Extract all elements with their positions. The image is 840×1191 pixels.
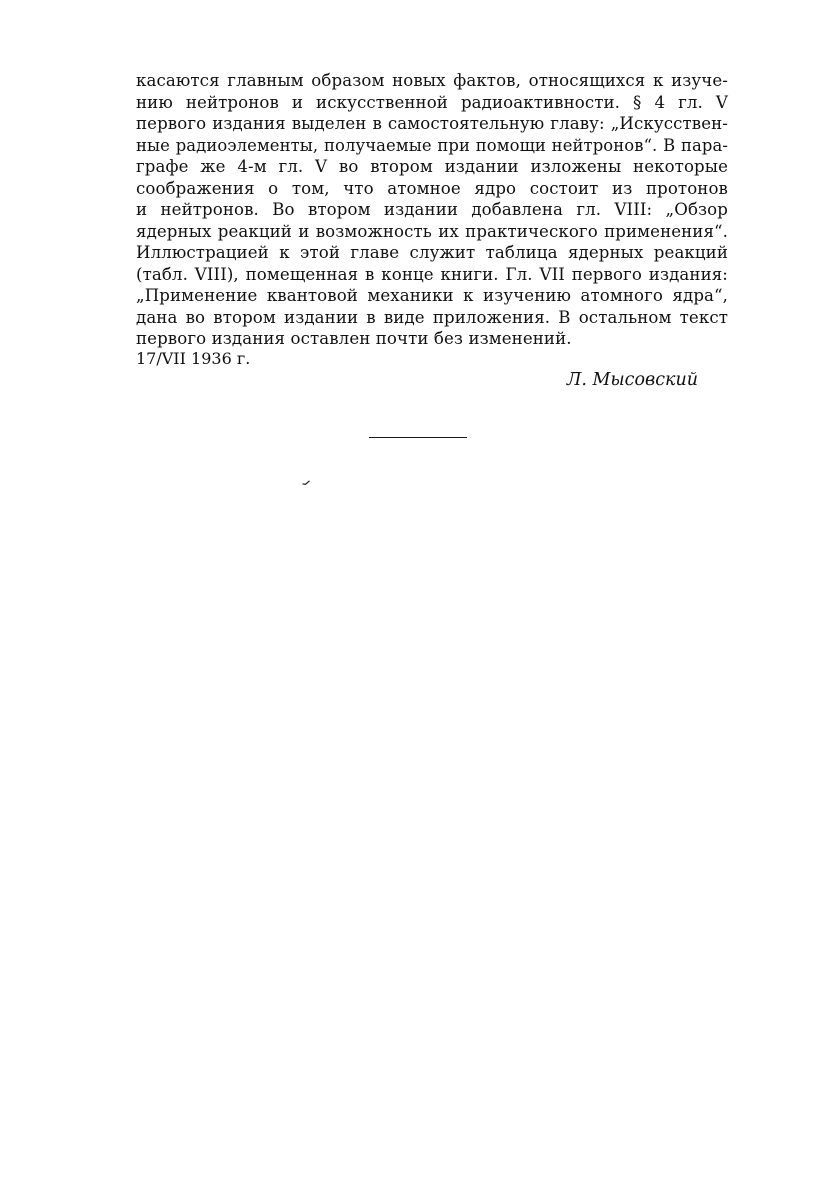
text-line: ядерных реакций и возможность их практического применения“. bbox=[136, 221, 728, 241]
text-line: ные радиоэлементы, получаемые при помощи нейтронов“. В пара- bbox=[136, 135, 728, 155]
text-line: первого издания выделен в самостоятельную главу: „Искусствен- bbox=[136, 114, 728, 133]
text-line: графе же 4-м гл. V во втором издании изложены некоторые bbox=[136, 157, 728, 176]
text-line: „Применение квантовой механики к изучению атомного ядра“, bbox=[136, 286, 728, 305]
text-line-last: первого издания оставлен почти без изменений. bbox=[136, 329, 572, 348]
text-line: касаются главным образом новых фактов, относящихся к изуче- bbox=[136, 71, 728, 90]
text-line: и нейтронов. Во втором издании добавлена гл. VIII: „Обзор bbox=[136, 200, 728, 219]
section-divider bbox=[369, 437, 467, 438]
preface-paragraph bbox=[136, 70, 728, 350]
text-line: нию нейтронов и искусственной радиоактивности. § 4 гл. V bbox=[136, 92, 728, 112]
text-line: соображения о том, что атомное ядро состоит из протонов bbox=[136, 178, 728, 198]
text-line: Иллюстрацией к этой главе служит таблица ядерных реакций bbox=[136, 243, 728, 262]
text-line: дана во втором издании в виде приложения. В остальном текст bbox=[136, 307, 728, 327]
print-speck bbox=[302, 480, 310, 485]
preface-date: 17/VII 1936 г. bbox=[136, 349, 251, 368]
author-signature: Л. Мысовский bbox=[566, 370, 698, 390]
text-line: (табл. VIII), помещенная в конце книги. Гл. VII первого издания: bbox=[136, 264, 728, 284]
